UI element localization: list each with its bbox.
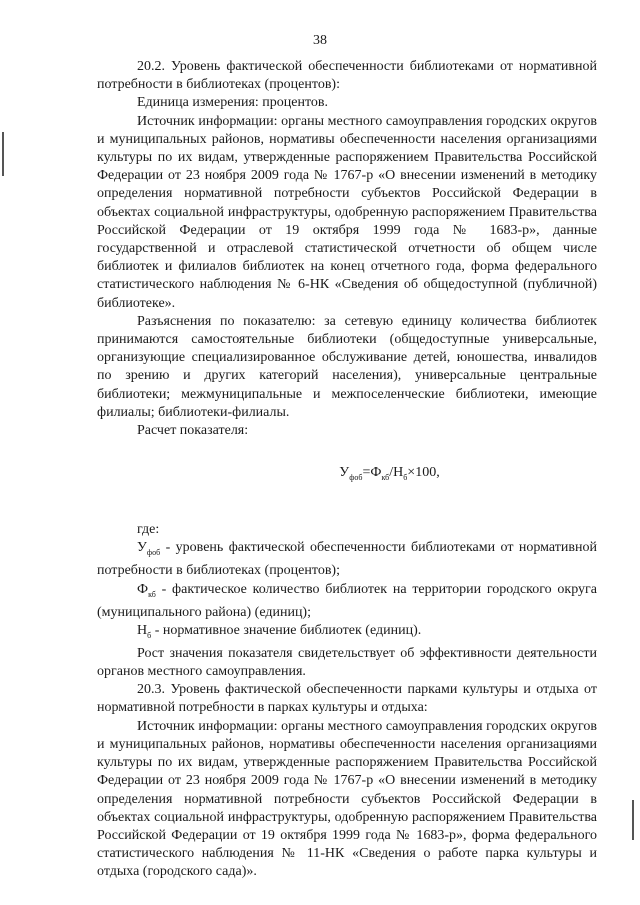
def-f-symbol: Ф <box>137 581 149 597</box>
definition-f <box>97 581 597 622</box>
def-n-sub: б <box>147 630 152 640</box>
def-f-sub: кб <box>148 589 156 599</box>
formula-y-sub: фоб <box>349 473 363 483</box>
formula-y: У <box>339 465 350 481</box>
def-y-sub: фоб <box>146 548 161 558</box>
def-f-text: - фактическое количество библиотек на территории городского округа (муниципального района) (единиц); <box>97 581 597 620</box>
formula-eq: = <box>362 465 371 481</box>
formula-slash: / <box>389 465 394 481</box>
explanation-paragraph: Разъяснения по показателю: за сетевую единицу количества библиотек принимаются самостоятельные библиотеки (общедоступные универсальные, организующие специализированное обслуживание детей, юношества, инвалидов по зрению и других категорий населения), универсальные центральные библиотеки; межмуниципальные и межпоселенческие библиотеки, имеющие филиалы; библиотеки-филиалы. <box>97 313 597 420</box>
document-body <box>97 58 597 882</box>
formula <box>182 464 597 487</box>
definition-y <box>97 539 597 580</box>
where-label: где: <box>137 522 160 538</box>
formula-tail: ×100, <box>407 465 440 481</box>
def-n-text: - нормативное значение библиотек (единиц). <box>151 622 422 638</box>
definition-n <box>97 622 597 645</box>
section-20-2-title: 20.2. Уровень фактической обеспеченности библиотеками от нормативной потребности в библиотеках (процентов): <box>97 59 597 93</box>
def-y-symbol: У <box>137 540 147 556</box>
calc-label: Расчет показателя: <box>137 423 249 439</box>
formula-n-sub: б <box>403 473 408 483</box>
formula-f: Ф <box>370 465 382 481</box>
section-20-3-title: 20.3. Уровень фактической обеспеченности парками культуры и отдыха от нормативной потребности в парках культуры и отдыха: <box>97 682 597 716</box>
def-y-text: - уровень фактической обеспеченности библиотеками от нормативной потребности в библиотеках (процентов); <box>97 540 597 579</box>
formula-n: Н <box>393 465 404 481</box>
growth-paragraph: Рост значения показателя свидетельствует об эффективности деятельности органов местного самоуправления. <box>97 645 597 680</box>
scan-mark-left <box>2 132 4 176</box>
formula-f-sub: кб <box>381 473 390 483</box>
unit-line: Единица измерения: процентов. <box>137 95 329 111</box>
scan-mark-right <box>632 800 634 840</box>
source-paragraph: Источник информации: органы местного самоуправления городских округов и муниципальных районов, нормативы обеспеченности населения организациями культуры по их видам, утвержденные распоряжением Правительства Российской Федерации от 23 ноября 2009 года № 1767-р «О внесении изменений в методику определения нормативной потребности субъектов Российской Федерации в объектах социальной инфраструктуры, одобренную распоряжением Правительства Российской Федерации от 19 октября 1999 года № 1683-р», данные государственной и отраслевой статистической отчетности об общем числе библиотек и филиалов библиотек на конец отчетного года, форма федерального статистического наблюдения № 6-НК «Сведения об общедоступной (публичной) библиотеке». <box>97 113 597 311</box>
section-20-3-source: Источник информации: органы местного самоуправления городских округов и муниципальных районов, нормативы обеспеченности населения организациями культуры по их видам, утвержденные распоряжением Правительства Российской Федерации от 23 ноября 2009 года № 1767-р «О внесении изменений в методику определения нормативной потребности субъектов Российской Федерации в объектах социальной инфраструктуры, одобренную распоряжением Правительства Российской Федерации от 19 октября 1999 года № 1683-р», форма федерального статистического наблюдения № 11-НК «Сведения о работе парка культуры и отдыха (городского сада)». <box>97 718 597 880</box>
page-number: 38 <box>313 33 327 48</box>
def-n-symbol: Н <box>137 622 148 638</box>
